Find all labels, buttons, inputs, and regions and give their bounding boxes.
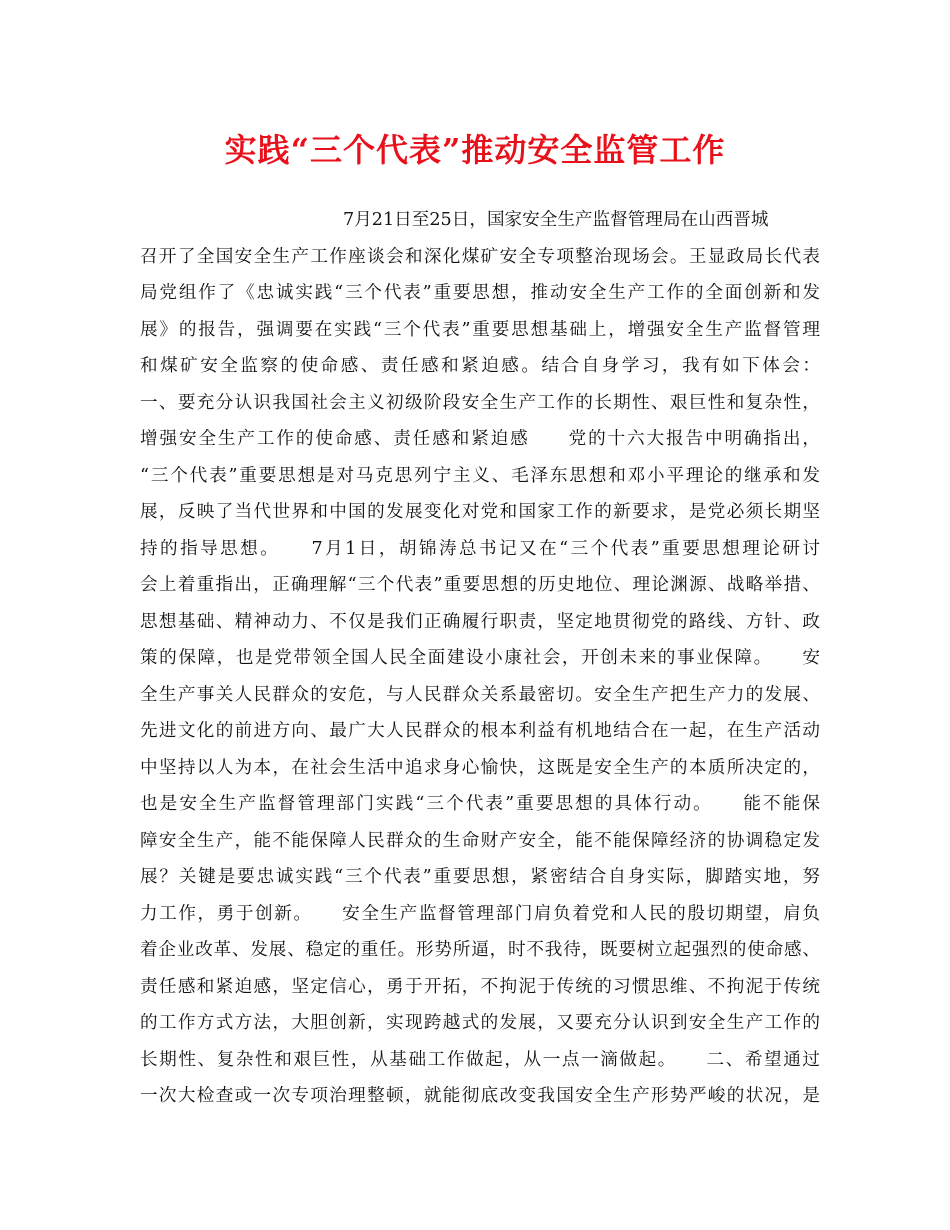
paragraph-line: 展？关键是要忠诚实践“三个代表”重要思想，紧密结合自身实际，脚踏实地，努: [140, 867, 820, 887]
paragraph-line: 局党组作了《忠诚实践“三个代表”重要思想，推动安全生产工作的全面创新和发: [140, 283, 820, 303]
paragraph-line: 策的保障，也是党带领全国人民全面建设小康社会，开创未来的事业保障。 安: [140, 648, 820, 668]
paragraph-line: 全生产事关人民群众的安危，与人民群众关系最密切。安全生产把生产力的发展、: [140, 684, 820, 705]
paragraph-line: 7月21日至25日，国家安全生产监督管理局在山西晋城: [343, 210, 769, 230]
document-body: [140, 202, 820, 1115]
paragraph-line: 思想基础、精神动力、不仅是我们正确履行职责，坚定地贯彻党的路线、方针、政: [140, 611, 820, 632]
paragraph-line: 责任感和紧迫感，坚定信心，勇于开拓，不拘泥于传统的习惯思维、不拘泥于传统: [140, 976, 820, 997]
paragraph-line: 持的指导思想。 7月1日，胡锦涛总书记又在“三个代表”重要思想理论研讨: [140, 538, 820, 559]
paragraph-line: 障安全生产，能不能保障人民群众的生命财产安全，能不能保障经济的协调稳定发: [140, 830, 820, 851]
paragraph-line: 展》的报告，强调要在实践“三个代表”重要思想基础上，增强安全生产监督管理: [140, 319, 820, 340]
paragraph-line: 着企业改革、发展、稳定的重任。形势所逼，时不我待，既要树立起强烈的使命感、: [140, 940, 820, 960]
paragraph-line: 召开了全国安全生产工作座谈会和深化煤矿安全专项整治现场会。王显政局长代表: [140, 246, 820, 267]
paragraph-line: 会上着重指出，正确理解“三个代表”重要思想的历史地位、理论渊源、战略举措、: [140, 575, 820, 595]
paragraph-line: “三个代表”重要思想是对马克思列宁主义、毛泽东思想和邓小平理论的继承和发: [140, 465, 820, 486]
paragraph-line: 的工作方式方法，大胆创新，实现跨越式的发展，又要充分认识到安全生产工作的: [140, 1013, 820, 1033]
paragraph-line: 和煤矿安全监察的使命感、责任感和紧迫感。结合自身学习，我有如下体会：: [140, 356, 820, 376]
paragraph-line: 也是安全生产监督管理部门实践“三个代表”重要思想的具体行动。 能不能保: [140, 794, 820, 814]
paragraph-line: 长期性、复杂性和艰巨性，从基础工作做起，从一点一滴做起。 二、希望通过: [140, 1049, 820, 1070]
document-title: 实践“三个代表”推动安全监管工作: [224, 131, 726, 169]
paragraph-line: 先进文化的前进方向、最广大人民群众的根本利益有机地结合在一起，在生产活动: [140, 721, 820, 741]
paragraph-line: 一次大检查或一次专项治理整顿，就能彻底改变我国安全生产形势严峻的状况，是: [140, 1086, 820, 1106]
paragraph-line: 中坚持以人为本，在社会生活中追求身心愉快，这既是安全生产的本质所决定的，: [140, 757, 820, 778]
paragraph-line: 力工作，勇于创新。 安全生产监督管理部门肩负着党和人民的殷切期望，肩负: [140, 903, 820, 924]
paragraph-line: 一、要充分认识我国社会主义初级阶段安全生产工作的长期性、艰巨性和复杂性，: [140, 392, 820, 413]
paragraph-line: 增强安全生产工作的使命感、责任感和紧迫感 党的十六大报告中明确指出，: [140, 429, 820, 449]
paragraph-line: 展，反映了当代世界和中国的发展变化对党和国家工作的新要求，是党必须长期坚: [140, 502, 820, 522]
